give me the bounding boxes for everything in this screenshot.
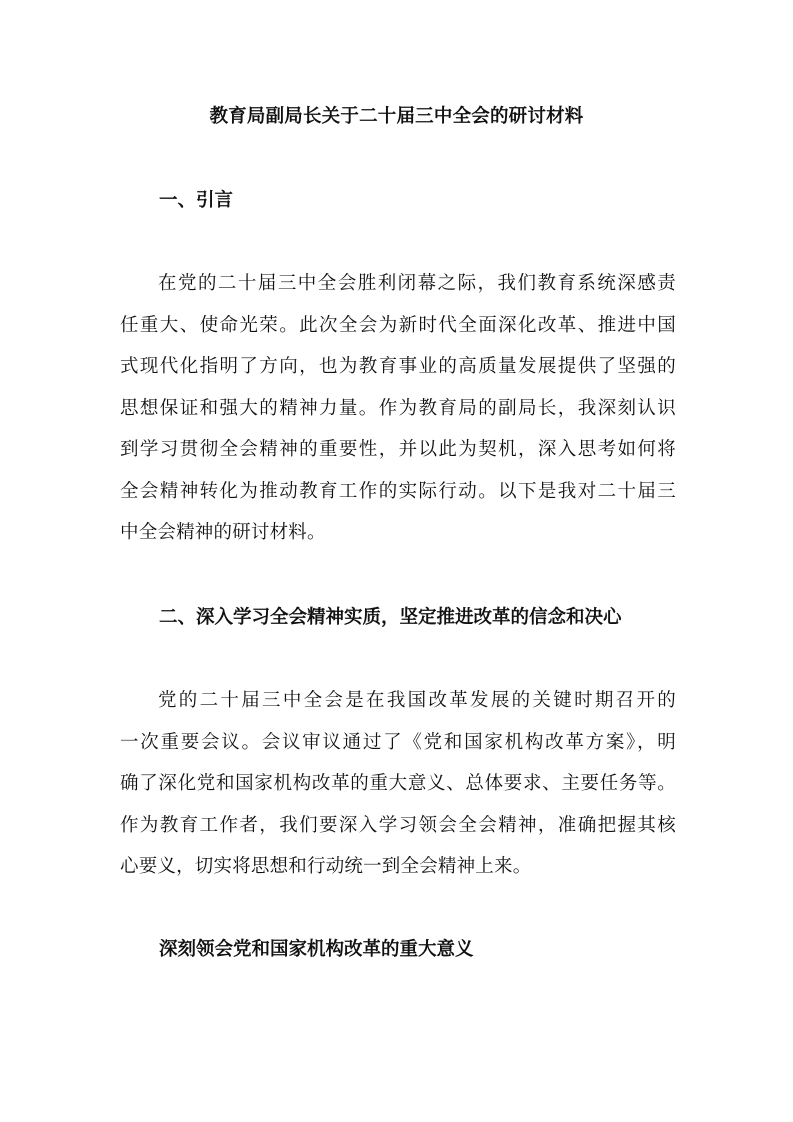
paragraph-line: 确了深化党和国家机构改革的重大意义、总体要求、主要任务等。 (120, 773, 676, 794)
section-heading-introduction: 一、引言 (159, 190, 234, 211)
section-heading-study-spirit: 二、深入学习全会精神实质，坚定推进改革的信念和决心 (159, 607, 622, 628)
document-title: 教育局副局长关于二十届三中全会的研讨材料 (209, 106, 584, 127)
paragraph-line: 作为教育工作者，我们要深入学习领会全会精神，准确把握其核 (120, 814, 676, 836)
paragraph-line: 一次重要会议。会议审议通过了《党和国家机构改革方案》，明 (120, 731, 676, 753)
paragraph-line: 在党的二十届三中全会胜利闭幕之际，我们教育系统深感责 (158, 273, 676, 294)
introduction-paragraph (120, 263, 676, 554)
study-spirit-paragraph (120, 680, 676, 888)
paragraph-line: 心要义，切实将思想和行动统一到全会精神上来。 (120, 856, 532, 877)
paragraph-line: 党的二十届三中全会是在我国改革发展的关键时期召开的 (158, 690, 676, 711)
paragraph-line: 全会精神转化为推动教育工作的实际行动。以下是我对二十届三 (120, 480, 676, 502)
paragraph-line: 思想保证和强大的精神力量。作为教育局的副局长，我深刻认识 (120, 397, 676, 419)
paragraph-line: 到学习贯彻全会精神的重要性，并以此为契机，深入思考如何将 (120, 439, 676, 460)
subheading-reform-significance: 深刻领会党和国家机构改革的重大意义 (159, 939, 474, 960)
paragraph-line: 中全会精神的研讨材料。 (120, 522, 326, 543)
paragraph-line: 任重大、使命光荣。此次全会为新时代全面深化改革、推进中国 (120, 314, 676, 336)
paragraph-line: 式现代化指明了方向，也为教育事业的高质量发展提供了坚强的 (120, 356, 676, 377)
